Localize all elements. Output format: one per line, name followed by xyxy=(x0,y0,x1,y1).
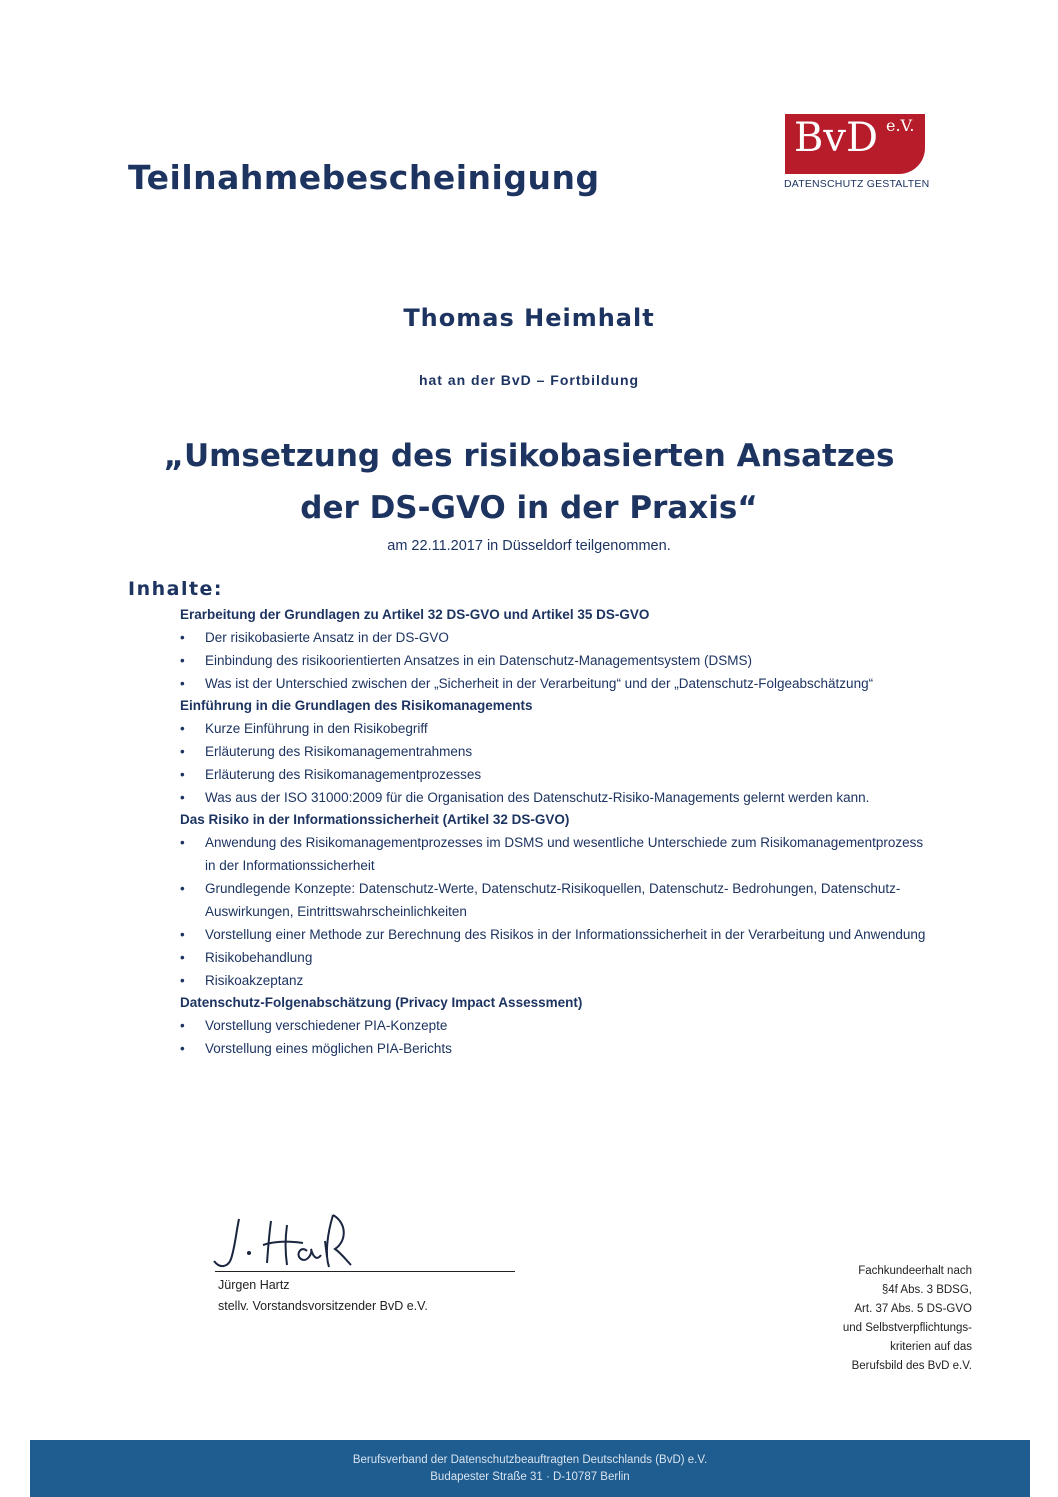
topic-item-text: Erläuterung des Risikomanagementprozesses xyxy=(205,767,482,782)
topic-title: Das Risiko in der Informationssicherheit (Artikel 32 DS-GVO) xyxy=(180,812,570,827)
footer-bar xyxy=(30,1440,1030,1497)
bullet-icon: • xyxy=(180,653,185,668)
course-title-line-2: der DS-GVO in der Praxis“ xyxy=(300,490,758,526)
bullet-icon: • xyxy=(180,676,185,691)
topic-list xyxy=(180,626,928,695)
bullet-icon: • xyxy=(180,630,185,645)
bullet-icon: • xyxy=(180,1018,185,1033)
topic-item xyxy=(180,763,928,786)
topic-item-text: Vorstellung verschiedener PIA-Konzepte xyxy=(205,1018,448,1033)
topic-list xyxy=(180,1014,928,1060)
topic-item xyxy=(180,831,928,877)
side-note-line: §4f Abs. 3 BDSG, xyxy=(881,1284,972,1296)
topic-item xyxy=(180,740,928,763)
contents-topic xyxy=(180,992,928,1060)
topic-item xyxy=(180,786,928,809)
topic-item xyxy=(180,1037,928,1060)
topic-title: Einführung in die Grundlagen des Risikomanagements xyxy=(180,698,533,713)
side-note-line: und Selbstverpflichtungs- xyxy=(842,1322,972,1334)
side-note-line: kriterien auf das xyxy=(890,1341,972,1353)
topic-list xyxy=(180,831,928,992)
signer-role: stellv. Vorstandsvorsitzender BvD e.V. xyxy=(218,1299,428,1313)
topic-item xyxy=(180,946,928,969)
signer-name: Jürgen Hartz xyxy=(218,1278,290,1292)
topic-item xyxy=(180,672,928,695)
topic-item-text: Vorstellung eines möglichen PIA-Berichts xyxy=(205,1041,452,1056)
contents-topic xyxy=(180,695,928,809)
topic-item-text: Was aus der ISO 31000:2009 für die Organisation des Datenschutz-Risiko-Managements gelernt werden kann. xyxy=(205,790,870,805)
topic-item-text: Einbindung des risikoorientierten Ansatzes in ein Datenschutz-Managementsystem (DSMS) xyxy=(205,653,753,668)
recipient-name: Thomas Heimhalt xyxy=(403,304,655,332)
bullet-icon: • xyxy=(180,790,185,805)
topic-item-text: Erläuterung des Risikomanagementrahmens xyxy=(205,744,473,759)
course-title xyxy=(0,430,1058,534)
topic-item-text: Vorstellung einer Methode zur Berechnung des Risikos in der Informationssicherheit in der Verarbeitung und Anwendung xyxy=(205,927,926,942)
bullet-icon: • xyxy=(180,950,185,965)
topic-item xyxy=(180,717,928,740)
topic-list xyxy=(180,717,928,809)
topic-item-text: Grundlegende Konzepte: Datenschutz-Werte, Datenschutz-Risikoquellen, Datenschutz- Bedrohungen, Datenschutz-Auswirkungen, Eintrittswahrscheinlichkeiten xyxy=(205,881,901,919)
bullet-icon: • xyxy=(180,1041,185,1056)
topic-item xyxy=(180,626,928,649)
side-note-line: Fachkundeerhalt nach xyxy=(858,1265,972,1277)
side-note-line: Art. 37 Abs. 5 DS-GVO xyxy=(854,1303,972,1315)
topic-item xyxy=(180,649,928,672)
bullet-icon: • xyxy=(180,835,185,850)
topic-title: Datenschutz-Folgenabschätzung (Privacy Impact Assessment) xyxy=(180,995,583,1010)
bullet-icon: • xyxy=(180,927,185,942)
topic-item xyxy=(180,877,928,923)
handwritten-signature xyxy=(205,1205,525,1275)
contents-sections xyxy=(128,604,928,1060)
page-title: Teilnahmebescheinigung xyxy=(128,158,600,197)
topic-item-text: Risikoakzeptanz xyxy=(205,973,304,988)
topic-item-text: Kurze Einführung in den Risikobegriff xyxy=(205,721,428,736)
bullet-icon: • xyxy=(180,744,185,759)
bullet-icon: • xyxy=(180,767,185,782)
contents-heading: Inhalte: xyxy=(128,578,224,600)
bullet-icon: • xyxy=(180,721,185,736)
bullet-icon: • xyxy=(180,881,185,896)
bullet-icon: • xyxy=(180,973,185,988)
signature-line xyxy=(215,1271,515,1272)
logo-text: BvD xyxy=(794,115,879,161)
topic-item xyxy=(180,923,928,946)
bvd-logo xyxy=(782,112,932,198)
topic-item xyxy=(180,969,928,992)
contents-topic xyxy=(180,604,928,695)
logo-tagline: DATENSCHUTZ GESTALTEN xyxy=(784,178,930,190)
topic-item-text: Anwendung des Risikomanagementprozesses im DSMS und wesentliche Unterschiede zum Risikomanagementprozess in der Informationssicherheit xyxy=(205,835,924,873)
topic-item xyxy=(180,1014,928,1037)
logo-superscript: e.V. xyxy=(886,116,915,135)
course-intro: hat an der BvD – Fortbildung xyxy=(418,372,640,388)
topic-item-text: Risikobehandlung xyxy=(205,950,313,965)
topic-title: Erarbeitung der Grundlagen zu Artikel 32 DS-GVO und Artikel 35 DS-GVO xyxy=(180,607,650,622)
attendance-dateline: am 22.11.2017 in Düsseldorf teilgenommen. xyxy=(387,538,671,554)
course-title-line-1: „Umsetzung des risikobasierten Ansatzes xyxy=(163,438,895,474)
topic-item-text: Was ist der Unterschied zwischen der „Sicherheit in der Verarbeitung“ und der „Datenschutz-Folgeabschätzung“ xyxy=(205,676,874,691)
footer-organization: Berufsverband der Datenschutzbeauftragten Deutschlands (BvD) e.V. xyxy=(352,1454,708,1466)
contents-section xyxy=(128,578,928,1060)
side-note xyxy=(812,1262,972,1376)
topic-item-text: Der risikobasierte Ansatz in der DS-GVO xyxy=(205,630,449,645)
signature-block xyxy=(205,1205,525,1315)
side-note-line: Berufsbild des BvD e.V. xyxy=(851,1360,972,1372)
contents-topic xyxy=(180,809,928,992)
footer-address: Budapester Straße 31 · D-10787 Berlin xyxy=(430,1471,630,1483)
